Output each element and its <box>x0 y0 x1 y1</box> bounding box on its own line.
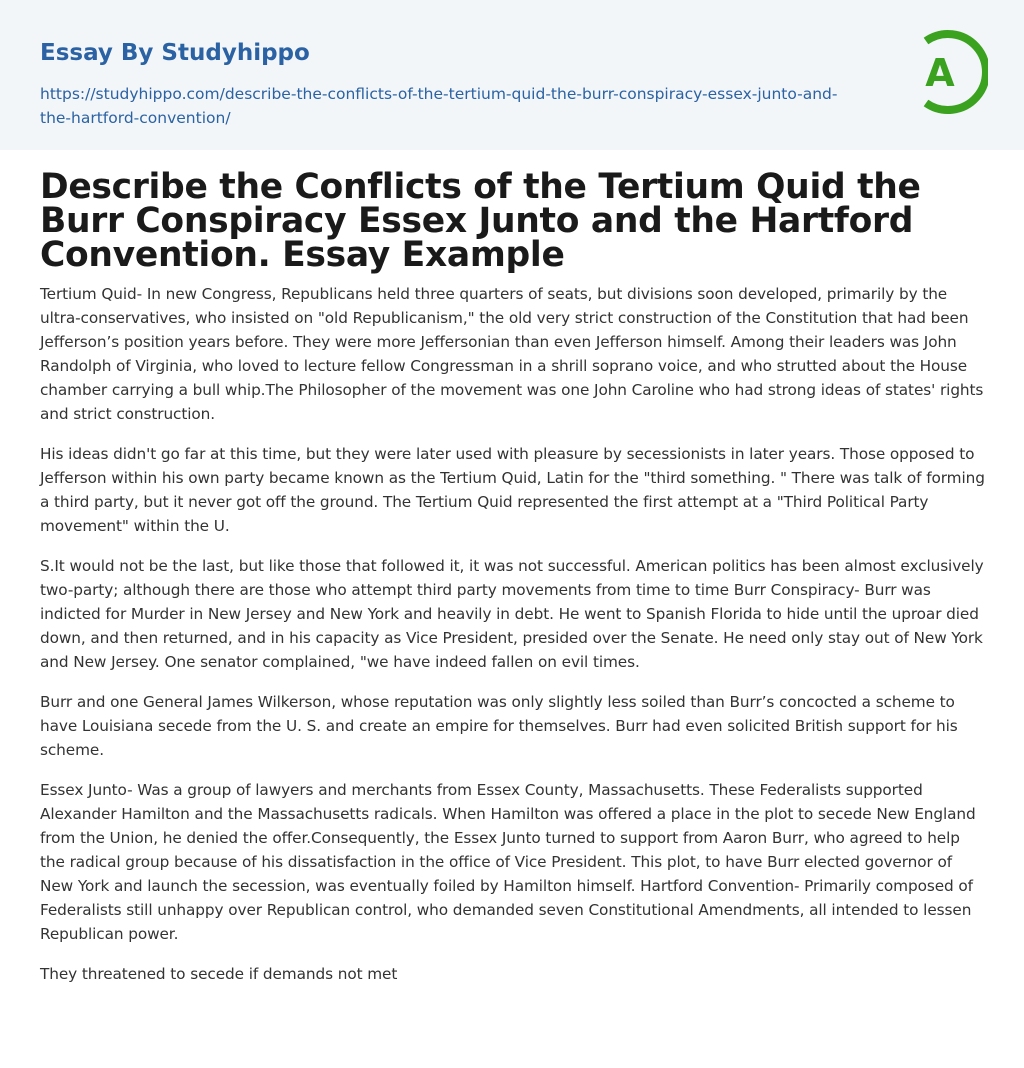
article-paragraph: Burr and one General James Wilkerson, whose reputation was only slightly less soiled than Burr’s concocted a scheme to have Louisiana secede from the U. S. and create an empire for themselves. Burr had even solicited British support for his scheme. <box>40 693 958 759</box>
article-content <box>40 167 986 1002</box>
article-paragraph: They threatened to secede if demands not met <box>40 965 398 983</box>
studyhippo-logo-icon[interactable] <box>908 28 988 116</box>
article-paragraph: S.It would not be the last, but like those that followed it, it was not successful. American politics has been almost exclusively two-party; although there are those who attempt third party movements from time to time Burr Conspiracy- Burr was indicted for Murder in New Jersey and New York and heavily in debt. He went to Spanish Florida to hide until the uproar died down, and then returned, and in his capacity as Vice President, presided over the Senate. He need only stay out of New York and New Jersey. One senator complained, "we have indeed fallen on evil times. <box>40 557 984 671</box>
logo-letter: A <box>925 51 955 95</box>
article-paragraph: Essex Junto- Was a group of lawyers and merchants from Essex County, Massachusetts. These Federalists supported Alexander Hamilton and the Massachusetts radicals. When Hamilton was offered a place in the plot to secede New England from the Union, he denied the offer.Consequently, the Essex Junto turned to support from Aaron Burr, who agreed to help the radical group because of his dissatisfaction in the office of Vice President. This plot, to have Burr elected governor of New York and launch the secession, was eventually foiled by Hamilton himself. Hartford Convention- Primarily composed of Federalists still unhappy over Republican control, who demanded seven Constitutional Amendments, all intended to lessen Republican power. <box>40 781 976 943</box>
source-url-link[interactable]: https://studyhippo.com/describe-the-conflicts-of-the-tertium-quid-the-burr-conspiracy-essex-junto-and-the-hartford-convention/ <box>40 85 838 127</box>
site-header <box>0 0 1024 150</box>
article-paragraph: Tertium Quid- In new Congress, Republicans held three quarters of seats, but divisions soon developed, primarily by the ultra-conservatives, who insisted on "old Republicanism," the old very strict construction of the Constitution that had been Jefferson’s position years before. They were more Jeffersonian than even Jefferson himself. Among their leaders was John Randolph of Virginia, who loved to lecture fellow Congressman in a shrill soprano voice, and who strutted about the House chamber carrying a bull whip.The Philosopher of the movement was one John Caroline who had strong ideas of states' rights and strict construction. <box>40 285 984 423</box>
article-title: Describe the Conflicts of the Tertium Quid the Burr Conspiracy Essex Junto and the Hartford Convention. Essay Example <box>40 167 921 275</box>
brand-title[interactable]: Essay By Studyhippo <box>40 40 310 66</box>
article-paragraph: His ideas didn't go far at this time, but they were later used with pleasure by secessionists in later years. Those opposed to Jefferson within his own party became known as the Tertium Quid, Latin for the "third something. " There was talk of forming a third party, but it never got off the ground. The Tertium Quid represented the first attempt at a "Third Political Party movement" within the U. <box>40 445 985 535</box>
